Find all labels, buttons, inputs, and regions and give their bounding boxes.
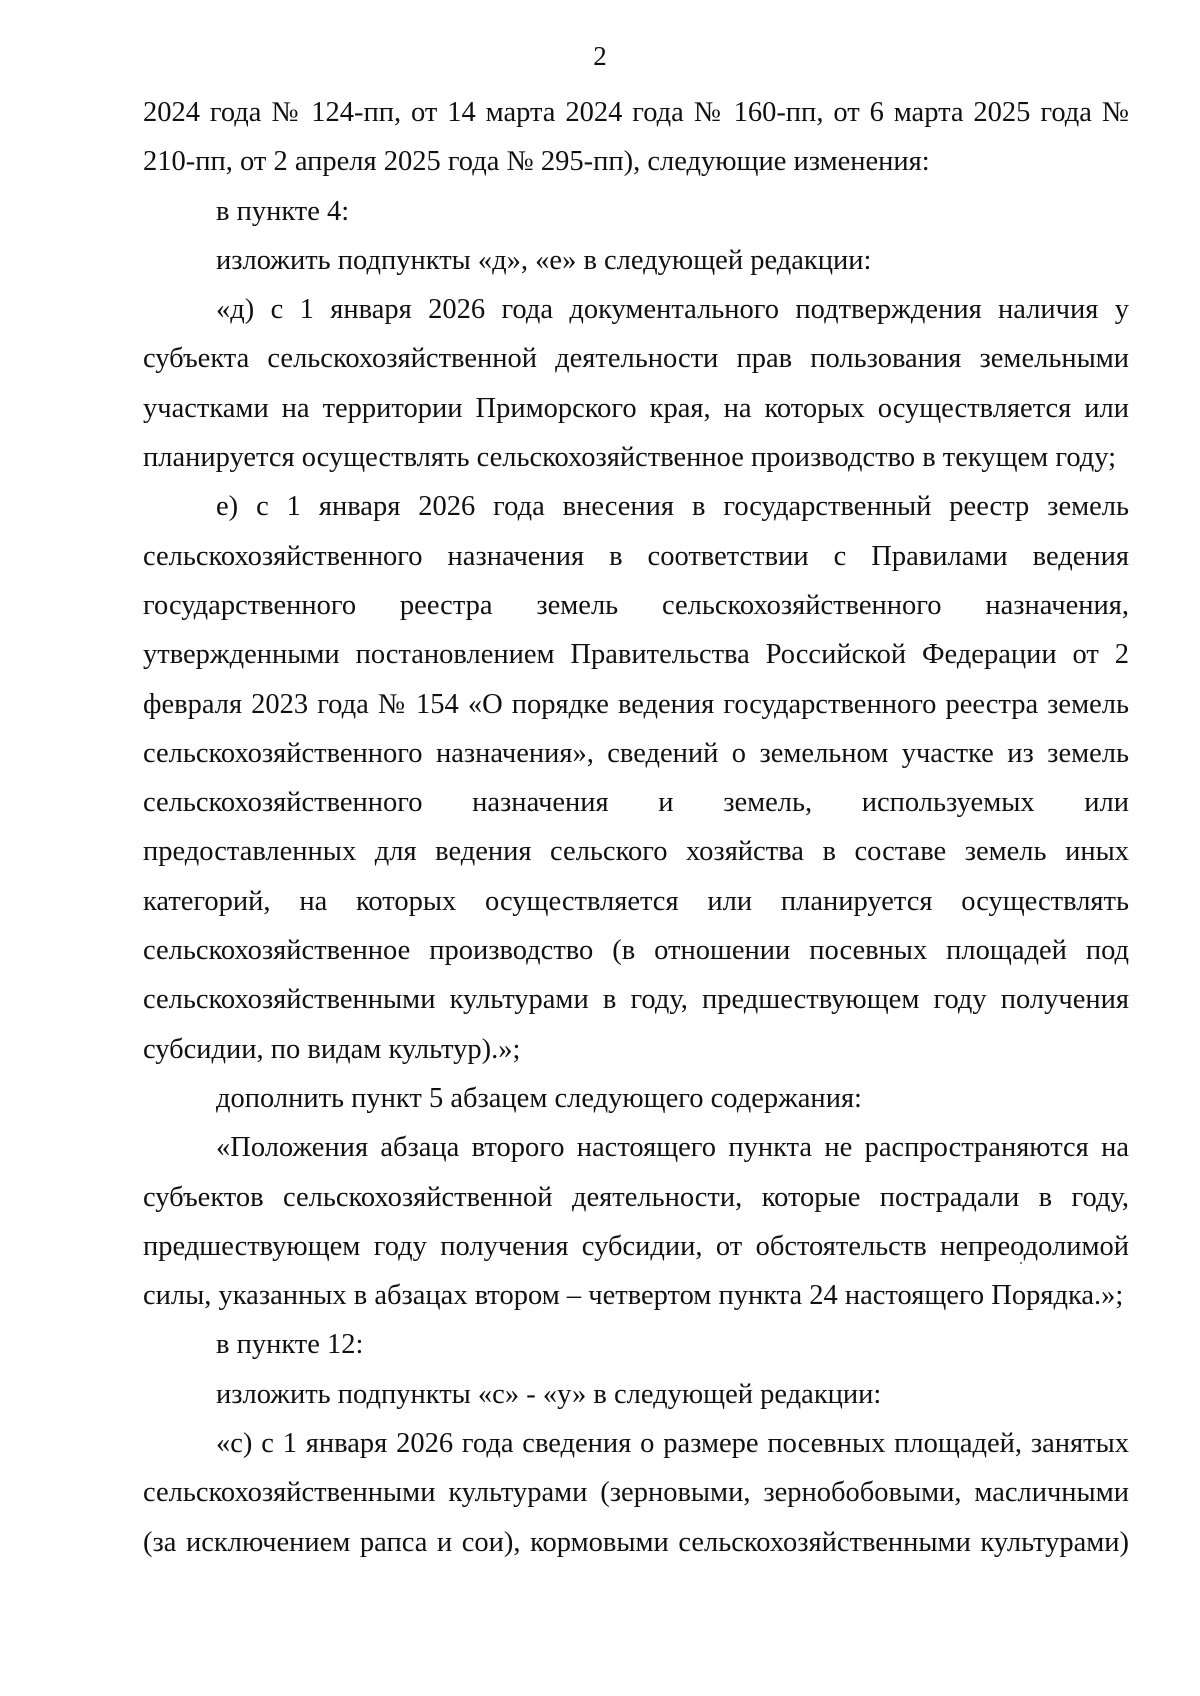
- paragraph-subpoints-d-e: изложить подпункты «д», «е» в следующей редакции:: [216, 244, 872, 276]
- paragraph-subpoint-s: «с) с 1 января 2026 года сведения о размере посевных площадей, занятых сельскохозяйственными культурами (зерновыми, зернобобовыми, масличными (за исключением рапса и сои), кормовыми сельскохозяйственными культурами): [143, 1428, 1129, 1558]
- paragraph-point-5-text: «Положения абзаца второго настоящего пункта не распространяются на субъектов сельскохозяйственной деятельности, которые пострадали в году, предшествующем году получения субсидии, от обстоятельств непреодолимой силы, указанных в абзацах втором – четвертом пункта 24 настоящего Порядка.»;: [143, 1132, 1129, 1312]
- page-number: 2: [593, 41, 607, 71]
- scan-speck: [1020, 1262, 1022, 1264]
- paragraph-point-5-addition: дополнить пункт 5 абзацем следующего содержания:: [216, 1082, 862, 1114]
- paragraph-subpoints-s-u: изложить подпункты «с» - «у» в следующей редакции:: [216, 1378, 882, 1410]
- paragraph-subpoint-e: е) с 1 января 2026 года внесения в государственный реестр земель сельскохозяйственного назначения в соответствии с Правилами ведения государственного реестра земель сельскохозяйственного назначения, утвержденными постановлением Правительства Российской Федерации от 2 февраля 2023 года № 154 «О порядке ведения государственного реестра земель сельскохозяйственного назначения», сведений о земельном участке из земель сельскохозяйственного назначения и земель, используемых или предоставленных для ведения сельского хозяйства в составе земель иных категорий, на которых осуществляется или планируется осуществлять сельскохозяйственное производство (в отношении посевных площадей под сельскохозяйственными культурами в году, предшествующем году получения субсидии, по видам культур).»;: [143, 491, 1129, 1065]
- paragraph-amendment-list: 2024 года № 124-пп, от 14 марта 2024 года № 160-пп, от 6 марта 2025 года № 210-пп, от 2 апреля 2025 года № 295-пп), следующие изменения:: [143, 97, 1129, 178]
- document-body: [143, 88, 1129, 1567]
- paragraph-point-12: в пункте 12:: [216, 1329, 364, 1361]
- paragraph-point-4: в пункте 4:: [216, 195, 350, 227]
- paragraph-subpoint-d: «д) с 1 января 2026 года документального подтверждения наличия у субъекта сельскохозяйственной деятельности прав пользования земельными участками на территории Приморского края, на которых осуществляется или планируется осуществлять сельскохозяйственное производство в текущем году;: [143, 294, 1129, 474]
